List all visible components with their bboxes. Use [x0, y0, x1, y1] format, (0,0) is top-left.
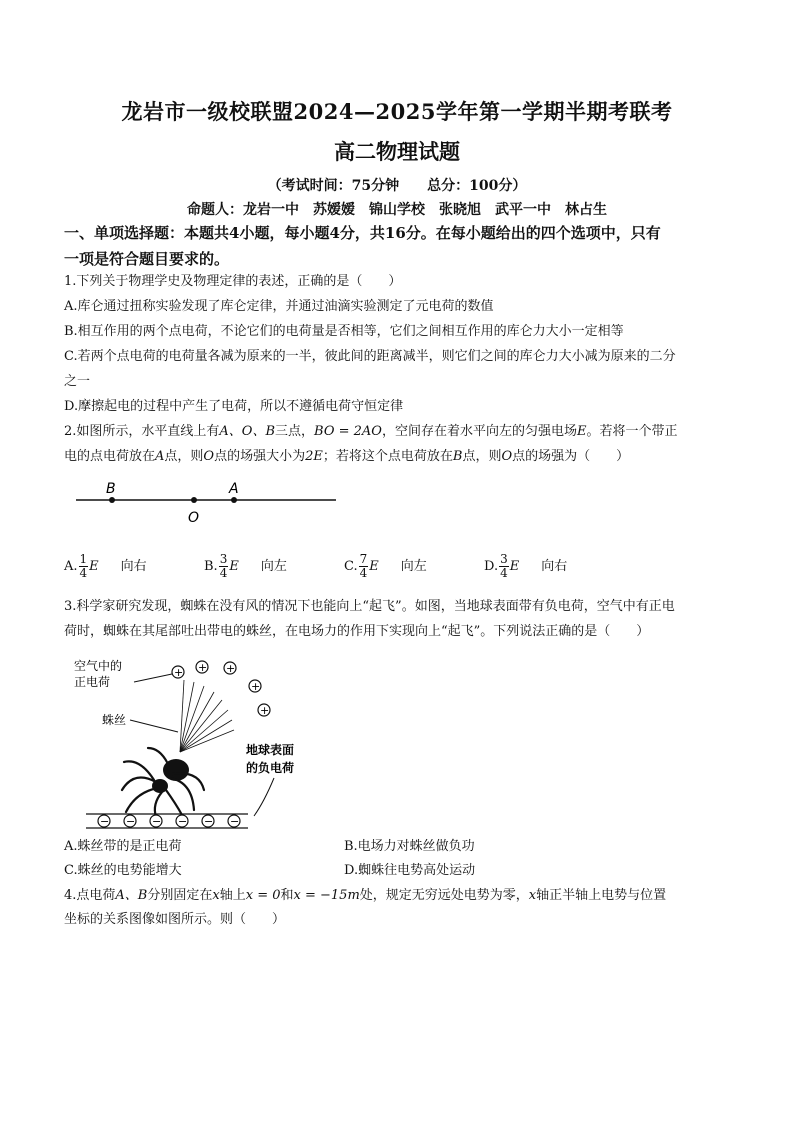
- q4-stem-line2: 坐标的关系图像如图所示。则（ ）: [64, 912, 286, 927]
- negative-charges: [98, 815, 240, 828]
- svg-text:+: +: [174, 666, 184, 679]
- q3-option-c: C.蛛丝的电势能增大: [64, 863, 182, 878]
- label-a: A: [229, 481, 239, 497]
- q2-stem-line1: 2.如图所示，水平直线上有A、O、B三点，BO = 2AO，空间存在着水平向左的匀强电场E。若将一个带正: [64, 424, 678, 439]
- exam-info: （考试时间：75分钟 总分：100分）: [267, 178, 527, 194]
- q1-option-d: D.摩擦起电的过程中产生了电荷，所以不遵循电荷守恒定律: [64, 399, 404, 414]
- q3-option-a: A.蛛丝带的是正电荷: [64, 839, 182, 854]
- q2-option-a: A. $\frac{1}{4}$ E 向右: [64, 552, 147, 580]
- q1-option-b: B.相互作用的两个点电荷，不论它们的电荷量是否相等，它们之间相互作用的库仑力大小一定相等: [64, 324, 624, 339]
- ground-charge-label-1: 地球表面: [246, 743, 295, 757]
- q2-line-figure: [64, 476, 344, 526]
- svg-text:−: −: [204, 815, 214, 828]
- q2-relation: BO = 2AO: [314, 424, 382, 439]
- svg-text:−: −: [178, 815, 188, 828]
- section-heading: [64, 220, 734, 272]
- section-heading-line2: 一项是符合题目要求的。: [64, 250, 230, 268]
- svg-text:−: −: [126, 815, 136, 828]
- point-o: [191, 497, 197, 503]
- svg-text:+: +: [260, 704, 270, 717]
- section-heading-line1: 一、单项选择题：本题共4小题，每小题4分，共16分。在每小题给出的四个选项中，只有: [64, 224, 661, 242]
- q3-option-b: B.电场力对蛛丝做负功: [344, 839, 475, 854]
- spider-silk: [180, 680, 234, 752]
- q3-stem-line1: 3.科学家研究发现，蜘蛛在没有风的情况下也能向上“起飞”。如图，当地球表面带有负电荷，空气中有正电: [64, 599, 675, 614]
- silk-label: 蛛丝: [102, 713, 127, 727]
- label-o: O: [188, 510, 200, 526]
- spider-figure: [64, 652, 354, 832]
- ground-charge-label-2: 的负电荷: [246, 761, 295, 775]
- svg-text:+: +: [226, 662, 236, 675]
- svg-text:−: −: [152, 815, 162, 828]
- exam-authors: 命题人：龙岩一中 苏嫒嫒 锦山学校 张晓旭 武平一中 林占生: [187, 202, 607, 218]
- air-charge-label-1: 空气中的: [74, 659, 123, 673]
- q2-stem-line2: 电的点电荷放在A点，则O点的场强大小为2E；若将这个点电荷放在B点，则O点的场强为（ ）: [64, 449, 630, 464]
- q1-stem: 1.下列关于物理学史及物理定律的表述，正确的是（ ）: [64, 274, 402, 289]
- exam-subtitle: 高二物理试题: [334, 139, 460, 164]
- q2-option-c: C. $\frac{7}{4}$ E 向左: [344, 552, 427, 580]
- air-charge-label-2: 正电荷: [74, 675, 111, 689]
- ground-label-pointer: [254, 778, 274, 816]
- silk-label-pointer: [130, 720, 178, 732]
- q1-option-c-line1: C.若两个点电荷的电荷量各减为原来的一半，彼此间的距离减半，则它们之间的库仑力大小减为原来的二分: [64, 349, 676, 364]
- q2-option-b: B. $\frac{3}{4}$ E 向左: [204, 552, 287, 580]
- svg-text:+: +: [251, 680, 261, 693]
- svg-text:+: +: [198, 661, 208, 674]
- label-b: B: [106, 481, 116, 497]
- q1-option-a: A.库仑通过扭称实验发现了库仑定律，并通过油滴实验测定了元电荷的数值: [64, 299, 494, 314]
- q3-stem-line2: 荷时，蜘蛛在其尾部吐出带电的蛛丝，在电场力的作用下实现向上“起飞”。下列说法正确的是（ ）: [64, 624, 650, 639]
- q4-stem-line1: 4.点电荷A、B分别固定在x轴上x = 0和x = −15m处，规定无穷远处电势为零，x轴正半轴上电势与位置: [64, 888, 667, 903]
- positive-charges: [172, 661, 270, 717]
- spider-icon: [122, 748, 204, 817]
- q2-option-d: D. $\frac{3}{4}$ E 向右: [484, 552, 568, 580]
- air-label-pointer: [134, 674, 172, 682]
- point-a: [231, 497, 237, 503]
- point-b: [109, 497, 115, 503]
- exam-title: 龙岩市一级校联盟2024—2025学年第一学期半期考联考: [121, 99, 673, 124]
- svg-text:−: −: [100, 815, 110, 828]
- q1-option-c-line2: 之一: [64, 374, 91, 389]
- svg-text:−: −: [230, 815, 240, 828]
- q3-option-d: D.蜘蛛往电势高处运动: [344, 863, 476, 878]
